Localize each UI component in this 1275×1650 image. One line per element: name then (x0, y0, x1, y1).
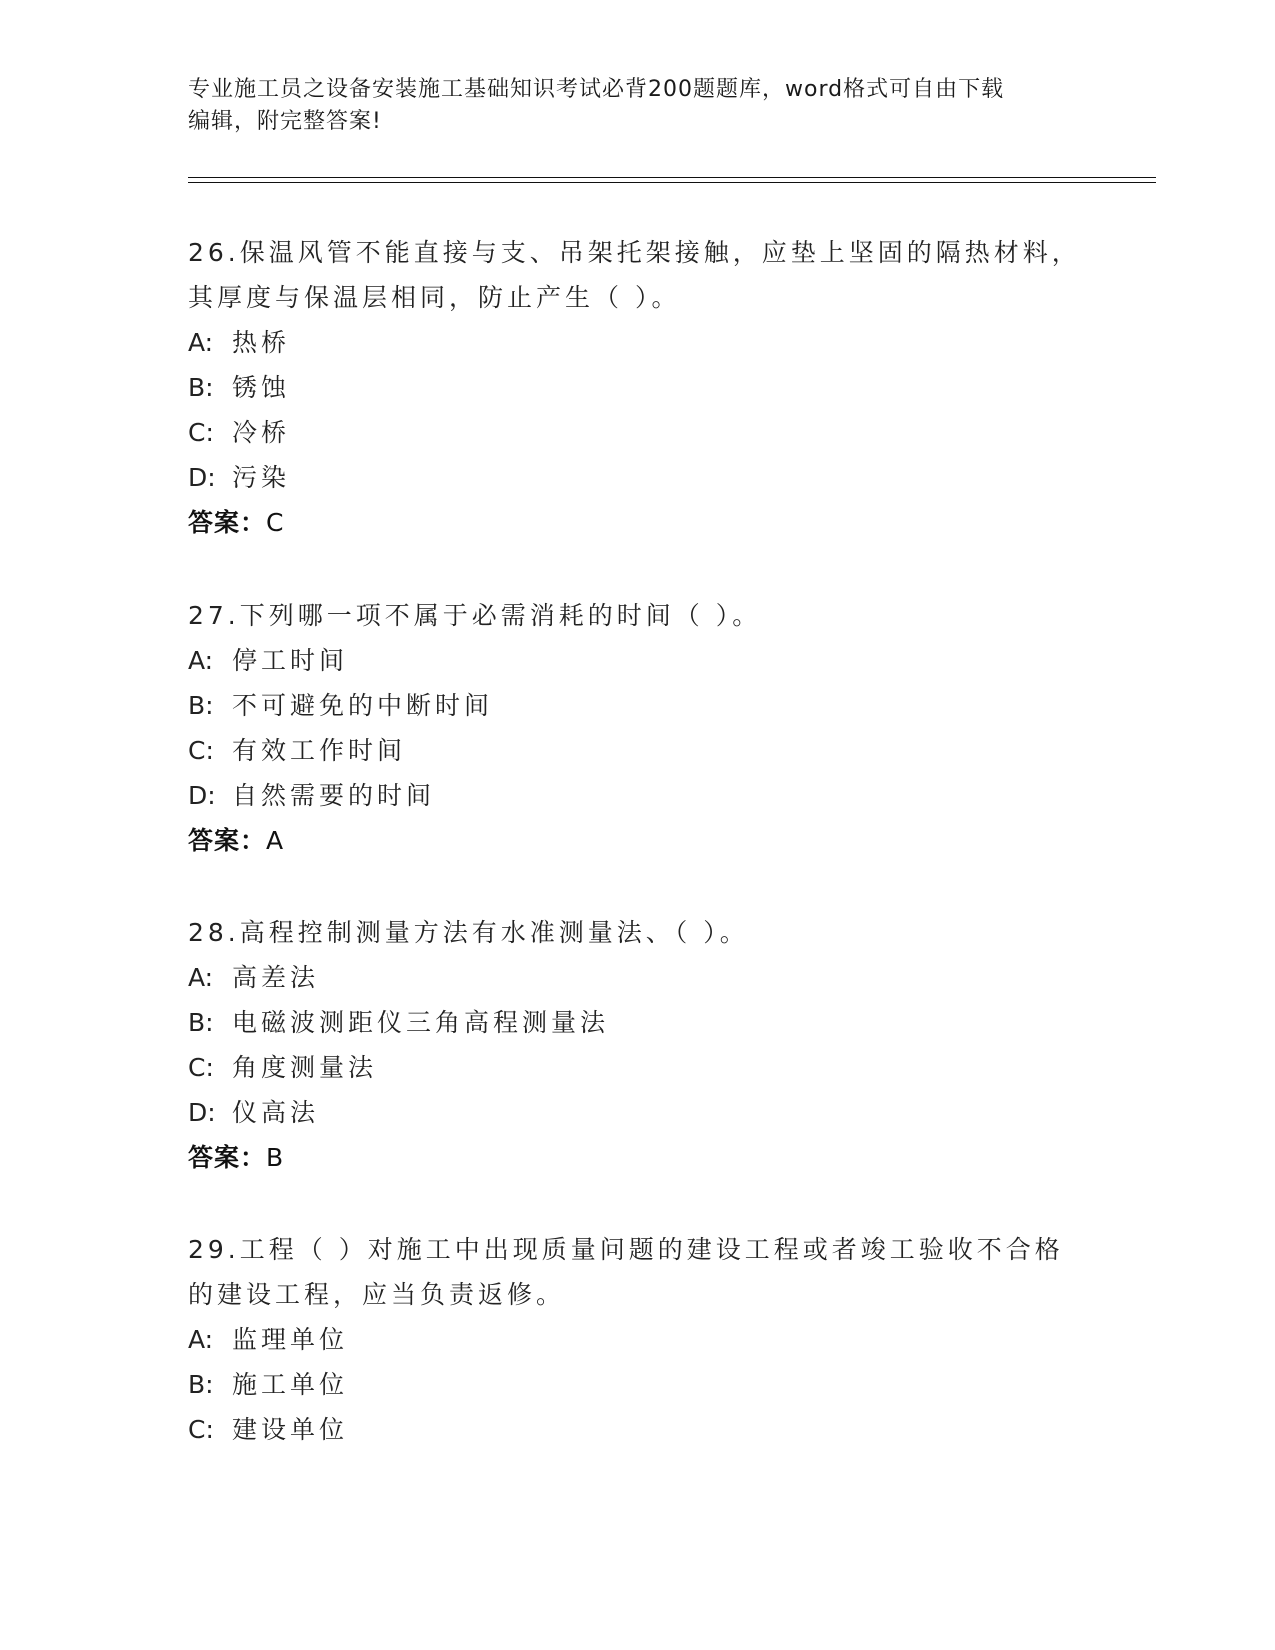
option-letter: D: (188, 1098, 216, 1127)
document-header (188, 74, 1088, 138)
answer-label: 答案： (188, 1143, 267, 1172)
option-c (188, 1045, 1088, 1090)
header-divider-bottom (188, 182, 1156, 183)
answer-value: B (266, 1143, 285, 1172)
option-letter: D: (188, 463, 216, 492)
answer-label: 答案： (188, 508, 267, 537)
option-letter: C: (188, 1415, 214, 1444)
option-text: 不可避免的中断时间 (232, 691, 494, 720)
option-text: 角度测量法 (232, 1053, 378, 1082)
answer-value: A (266, 826, 285, 855)
answer-line (188, 500, 1088, 545)
option-letter: A: (188, 1325, 214, 1354)
option-text: 停工时间 (232, 646, 349, 675)
option-text: 冷桥 (232, 418, 291, 447)
header-line-2: 编辑，附完整答案! (188, 109, 382, 134)
option-b (188, 365, 1088, 410)
question-29 (188, 1227, 1088, 1452)
option-d (188, 455, 1088, 500)
option-text: 锈蚀 (232, 373, 291, 402)
option-text: 建设单位 (232, 1415, 349, 1444)
option-text: 监理单位 (232, 1325, 349, 1354)
option-a (188, 955, 1088, 1000)
option-a (188, 1317, 1088, 1362)
option-b (188, 1362, 1088, 1407)
option-letter: B: (188, 1008, 214, 1037)
question-stem-line: 27.下列哪一项不属于必需消耗的时间（ ）。 (188, 601, 762, 630)
answer-line (188, 1135, 1088, 1180)
option-b (188, 1000, 1088, 1045)
header-divider-top (188, 177, 1156, 178)
option-text: 施工单位 (232, 1370, 349, 1399)
option-text: 自然需要的时间 (232, 781, 436, 810)
option-text: 仪高法 (232, 1098, 320, 1127)
option-d (188, 1090, 1088, 1135)
header-line-1: 专业施工员之设备安装施工基础知识考试必背200题题库，word格式可自由下载 (188, 77, 1005, 102)
question-stem-line: 26.保温风管不能直接与支、吊架托架接触，应垫上坚固的隔热材料， (188, 238, 1081, 267)
option-a (188, 320, 1088, 365)
option-letter: A: (188, 646, 214, 675)
option-b (188, 683, 1088, 728)
option-letter: A: (188, 963, 214, 992)
option-text: 热桥 (232, 328, 291, 357)
option-letter: A: (188, 328, 214, 357)
question-27 (188, 593, 1088, 863)
option-letter: B: (188, 373, 214, 402)
option-letter: C: (188, 736, 214, 765)
option-letter: B: (188, 691, 214, 720)
option-text: 电磁波测距仪三角高程测量法 (232, 1008, 610, 1037)
answer-label: 答案： (188, 826, 267, 855)
question-stem-line: 28.高程控制测量方法有水准测量法、（ ）。 (188, 918, 749, 947)
question-stem-line: 29.工程（ ）对施工中出现质量问题的建设工程或者竣工验收不合格 (188, 1235, 1064, 1264)
option-text: 高差法 (232, 963, 320, 992)
option-text: 污染 (232, 463, 291, 492)
option-letter: C: (188, 418, 214, 447)
option-a (188, 638, 1088, 683)
option-text: 有效工作时间 (232, 736, 407, 765)
option-d (188, 773, 1088, 818)
option-letter: C: (188, 1053, 214, 1082)
answer-line (188, 818, 1088, 863)
option-c (188, 410, 1088, 455)
option-c (188, 1407, 1088, 1452)
option-letter: D: (188, 781, 216, 810)
answer-value: C (266, 508, 285, 537)
question-26 (188, 230, 1088, 545)
question-stem-line: 的建设工程，应当负责返修。 (188, 1280, 566, 1309)
question-stem-line: 其厚度与保温层相同，防止产生（ ）。 (188, 283, 681, 312)
option-c (188, 728, 1088, 773)
question-28 (188, 910, 1088, 1180)
option-letter: B: (188, 1370, 214, 1399)
